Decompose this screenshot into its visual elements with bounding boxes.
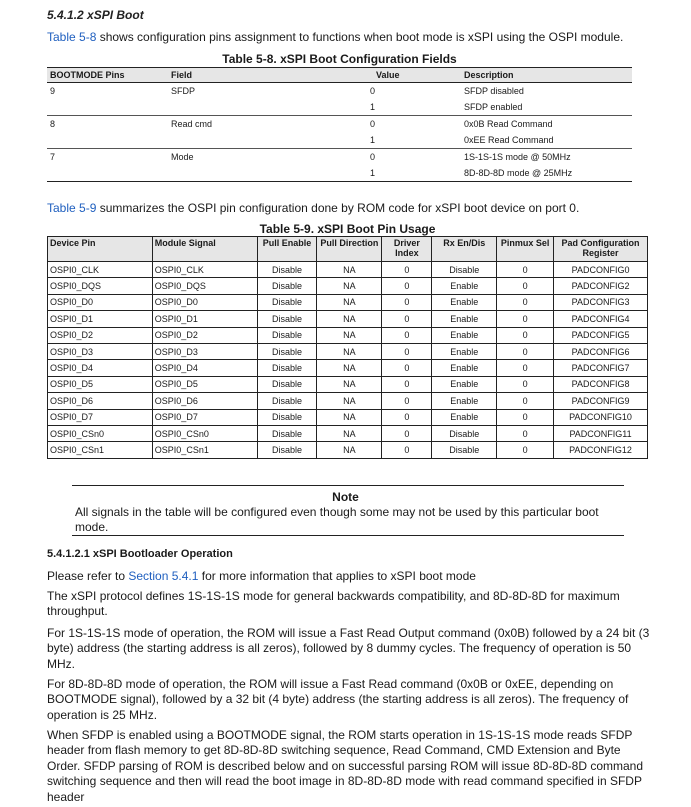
header-bootmode-pins: BOOTMODE Pins	[47, 68, 168, 83]
header-pinmux-sel: Pinmux Sel	[497, 237, 554, 262]
cell-driver-index: 0	[382, 294, 432, 310]
cell-device-pin: OSPI0_D3	[48, 343, 153, 359]
cell-rx-en-dis: Enable	[432, 311, 497, 327]
cell-pull-enable: Disable	[257, 262, 317, 278]
cell-driver-index: 0	[382, 376, 432, 392]
cell-device-pin: OSPI0_CLK	[48, 262, 153, 278]
table-row	[47, 132, 632, 149]
cell-device-pin: OSPI0_CSn1	[48, 442, 153, 458]
cell-pull-direction: NA	[317, 294, 382, 310]
table-row	[48, 294, 648, 310]
cell-pull-enable: Disable	[257, 311, 317, 327]
cell-value: 0	[369, 86, 375, 96]
cell-pad-config-register: PADCONFIG0	[554, 262, 648, 278]
table-row	[47, 99, 632, 116]
header-field: Field	[168, 68, 281, 83]
cell-pad-config-register: PADCONFIG11	[554, 425, 648, 441]
paragraph-refer	[47, 569, 657, 584]
cell-rx-en-dis: Enable	[432, 376, 497, 392]
cell-rx-en-dis: Disable	[432, 442, 497, 458]
cell-pull-direction: NA	[317, 442, 382, 458]
cell-bootmode-pin	[47, 99, 168, 116]
paragraph-1s-mode: For 1S-1S-1S mode of operation, the ROM will issue a Fast Read Output command (0x0B) followed by a 24 bit (3 byte) address (the starting address is all zeros), followed by 8 dummy cycles. The frequency of operation is 50 MHz.	[47, 626, 650, 671]
cell-pad-config-register: PADCONFIG12	[554, 442, 648, 458]
table-row	[48, 376, 648, 392]
cell-pull-direction: NA	[317, 278, 382, 294]
note-title: Note	[332, 490, 359, 504]
cell-pull-enable: Disable	[257, 360, 317, 376]
cell-pinmux-sel: 0	[497, 311, 554, 327]
table-5-9	[47, 236, 648, 459]
table-row	[47, 149, 632, 166]
table-row	[48, 311, 648, 327]
cell-field: Mode	[171, 152, 194, 162]
cell-module-signal: OSPI0_D7	[152, 409, 257, 425]
cell-field	[168, 165, 281, 182]
table-row	[47, 165, 632, 182]
cell-pull-direction: NA	[317, 327, 382, 343]
table-row	[48, 327, 648, 343]
cell-pinmux-sel: 0	[497, 343, 554, 359]
cell-module-signal: OSPI0_D4	[152, 360, 257, 376]
table-5-8-link[interactable]: Table 5-8	[47, 30, 97, 44]
cell-pad-config-register: PADCONFIG9	[554, 393, 648, 409]
table-row	[47, 83, 632, 100]
cell-module-signal: OSPI0_CLK	[152, 262, 257, 278]
cell-rx-en-dis: Enable	[432, 393, 497, 409]
intro-text: shows configuration pins assignment to functions when boot mode is xSPI using the OSPI module.	[96, 30, 624, 44]
cell-value: 0	[369, 119, 375, 129]
cell-driver-index: 0	[382, 442, 432, 458]
cell-pull-enable: Disable	[257, 278, 317, 294]
cell-pull-enable: Disable	[257, 376, 317, 392]
table-5-8-caption: Table 5-8. xSPI Boot Configuration Fields	[222, 52, 457, 66]
cell-driver-index: 0	[382, 311, 432, 327]
table-row	[48, 343, 648, 359]
cell-device-pin: OSPI0_D1	[48, 311, 153, 327]
cell-driver-index: 0	[382, 327, 432, 343]
cell-driver-index: 0	[382, 425, 432, 441]
section-5-4-1-link[interactable]: Section 5.4.1	[128, 569, 199, 583]
header-module-signal: Module Signal	[152, 237, 257, 262]
table-row	[48, 393, 648, 409]
cell-rx-en-dis: Enable	[432, 409, 497, 425]
cell-device-pin: OSPI0_DQS	[48, 278, 153, 294]
cell-module-signal: OSPI0_DQS	[152, 278, 257, 294]
header-device-pin: Device Pin	[48, 237, 153, 262]
cell-pull-direction: NA	[317, 360, 382, 376]
cell-module-signal: OSPI0_CSn0	[152, 425, 257, 441]
cell-pinmux-sel: 0	[497, 327, 554, 343]
cell-pull-direction: NA	[317, 409, 382, 425]
cell-value: 1	[281, 99, 461, 116]
intro-paragraph-table58	[47, 30, 623, 45]
intro-paragraph-table59	[47, 201, 579, 216]
cell-module-signal: OSPI0_D3	[152, 343, 257, 359]
cell-device-pin: OSPI0_D7	[48, 409, 153, 425]
cell-bootmode-pin: 9	[50, 86, 56, 96]
cell-pull-enable: Disable	[257, 327, 317, 343]
cell-device-pin: OSPI0_D0	[48, 294, 153, 310]
cell-device-pin: OSPI0_D4	[48, 360, 153, 376]
cell-pull-direction: NA	[317, 393, 382, 409]
refer-text-after: for more information that applies to xSPI boot mode	[198, 569, 476, 583]
note-body: All signals in the table will be configured even though some may not be used by this particular boot mode.	[75, 505, 599, 534]
cell-module-signal: OSPI0_D1	[152, 311, 257, 327]
cell-pull-enable: Disable	[257, 442, 317, 458]
cell-description: 8D-8D-8D mode @ 25MHz	[461, 165, 632, 182]
cell-pull-enable: Disable	[257, 294, 317, 310]
header-pad-configuration-register: Pad Configuration Register	[554, 237, 648, 262]
cell-pad-config-register: PADCONFIG5	[554, 327, 648, 343]
cell-device-pin: OSPI0_CSn0	[48, 425, 153, 441]
cell-driver-index: 0	[382, 278, 432, 294]
cell-device-pin: OSPI0_D2	[48, 327, 153, 343]
cell-pull-direction: NA	[317, 343, 382, 359]
cell-value: 1	[281, 132, 461, 149]
header-pull-direction: Pull Direction	[317, 237, 382, 262]
cell-field	[168, 99, 281, 116]
table-row	[48, 262, 648, 278]
cell-pinmux-sel: 0	[497, 409, 554, 425]
cell-rx-en-dis: Enable	[432, 327, 497, 343]
cell-pinmux-sel: 0	[497, 442, 554, 458]
cell-rx-en-dis: Disable	[432, 425, 497, 441]
header-value: Value	[281, 68, 461, 83]
cell-driver-index: 0	[382, 409, 432, 425]
table-row	[48, 278, 648, 294]
header-driver-index: Driver Index	[382, 237, 432, 262]
cell-field	[168, 132, 281, 149]
cell-description: 0xEE Read Command	[461, 132, 632, 149]
table-row	[48, 442, 648, 458]
cell-device-pin: OSPI0_D6	[48, 393, 153, 409]
table-header-row	[48, 237, 648, 262]
cell-pull-enable: Disable	[257, 409, 317, 425]
table-5-9-caption: Table 5-9. xSPI Boot Pin Usage	[259, 222, 436, 236]
cell-pinmux-sel: 0	[497, 262, 554, 278]
cell-pull-direction: NA	[317, 311, 382, 327]
cell-pinmux-sel: 0	[497, 376, 554, 392]
cell-driver-index: 0	[382, 360, 432, 376]
table-row	[47, 116, 632, 133]
refer-text-before: Please refer to	[47, 569, 129, 583]
cell-description: SFDP disabled	[464, 86, 524, 96]
cell-pull-enable: Disable	[257, 393, 317, 409]
cell-description: 0x0B Read Command	[464, 119, 553, 129]
table-header-row	[47, 68, 632, 83]
cell-bootmode-pin	[47, 132, 168, 149]
cell-pad-config-register: PADCONFIG8	[554, 376, 648, 392]
cell-pinmux-sel: 0	[497, 393, 554, 409]
cell-pull-direction: NA	[317, 425, 382, 441]
cell-pinmux-sel: 0	[497, 360, 554, 376]
cell-field: SFDP	[171, 86, 196, 96]
cell-pull-enable: Disable	[257, 425, 317, 441]
cell-pull-direction: NA	[317, 376, 382, 392]
table-row	[48, 409, 648, 425]
subsection-heading: 5.4.1.2.1 xSPI Bootloader Operation	[47, 548, 233, 560]
cell-pinmux-sel: 0	[497, 294, 554, 310]
cell-module-signal: OSPI0_D5	[152, 376, 257, 392]
cell-bootmode-pin	[47, 165, 168, 182]
table-row	[48, 425, 648, 441]
cell-pad-config-register: PADCONFIG3	[554, 294, 648, 310]
cell-driver-index: 0	[382, 393, 432, 409]
cell-driver-index: 0	[382, 262, 432, 278]
header-rx-en-dis: Rx En/Dis	[432, 237, 497, 262]
cell-module-signal: OSPI0_CSn1	[152, 442, 257, 458]
table-row	[48, 360, 648, 376]
paragraph-sfdp: When SFDP is enabled using a BOOTMODE signal, the ROM starts operation in 1S-1S-1S mode reads SFDP header from flash memory to get 8D-8D-8D switching sequence, Read Command, CMD Extension and Byte Order. SFDP parsing of ROM is described below and on successful parsing ROM will issue 8D-8D-8D command switching sequence and then will read the boot image in 8D-8D-8D mode with read command specified in SFDP header	[47, 728, 644, 804]
cell-description: SFDP enabled	[461, 99, 632, 116]
cell-value: 0	[369, 152, 375, 162]
cell-rx-en-dis: Enable	[432, 278, 497, 294]
cell-pinmux-sel: 0	[497, 278, 554, 294]
cell-rx-en-dis: Disable	[432, 262, 497, 278]
cell-rx-en-dis: Enable	[432, 294, 497, 310]
cell-pinmux-sel: 0	[497, 425, 554, 441]
cell-pad-config-register: PADCONFIG6	[554, 343, 648, 359]
note-bottom-divider	[72, 535, 624, 536]
cell-module-signal: OSPI0_D6	[152, 393, 257, 409]
header-description: Description	[461, 68, 632, 83]
section-heading: 5.4.1.2 xSPI Boot	[47, 8, 144, 22]
header-pull-enable: Pull Enable	[257, 237, 317, 262]
table-5-9-link[interactable]: Table 5-9	[47, 201, 97, 215]
table-5-8	[47, 67, 632, 182]
note-top-divider	[72, 485, 624, 486]
cell-bootmode-pin: 7	[50, 152, 56, 162]
paragraph-protocol: The xSPI protocol defines 1S-1S-1S mode for general backwards compatibility, and 8D-8D-8D for maximum throughput.	[47, 589, 620, 619]
cell-description: 1S-1S-1S mode @ 50MHz	[464, 152, 571, 162]
cell-driver-index: 0	[382, 343, 432, 359]
cell-value: 1	[281, 165, 461, 182]
cell-pull-direction: NA	[317, 262, 382, 278]
cell-pull-enable: Disable	[257, 343, 317, 359]
cell-device-pin: OSPI0_D5	[48, 376, 153, 392]
cell-pad-config-register: PADCONFIG4	[554, 311, 648, 327]
cell-module-signal: OSPI0_D0	[152, 294, 257, 310]
paragraph-8d-mode: For 8D-8D-8D mode of operation, the ROM will issue a Fast Read command (0x0B or 0xEE, depending on BOOTMODE signal), followed by a 32 bit (4 byte) address (the starting address is all zeros). The frequency of operation is 25 MHz.	[47, 677, 629, 722]
cell-pad-config-register: PADCONFIG10	[554, 409, 648, 425]
cell-rx-en-dis: Enable	[432, 360, 497, 376]
cell-pad-config-register: PADCONFIG7	[554, 360, 648, 376]
cell-pad-config-register: PADCONFIG2	[554, 278, 648, 294]
cell-module-signal: OSPI0_D2	[152, 327, 257, 343]
intro-text: summarizes the OSPI pin configuration done by ROM code for xSPI boot device on port 0.	[96, 201, 580, 215]
cell-field: Read cmd	[171, 119, 213, 129]
cell-rx-en-dis: Enable	[432, 343, 497, 359]
cell-bootmode-pin: 8	[50, 119, 56, 129]
